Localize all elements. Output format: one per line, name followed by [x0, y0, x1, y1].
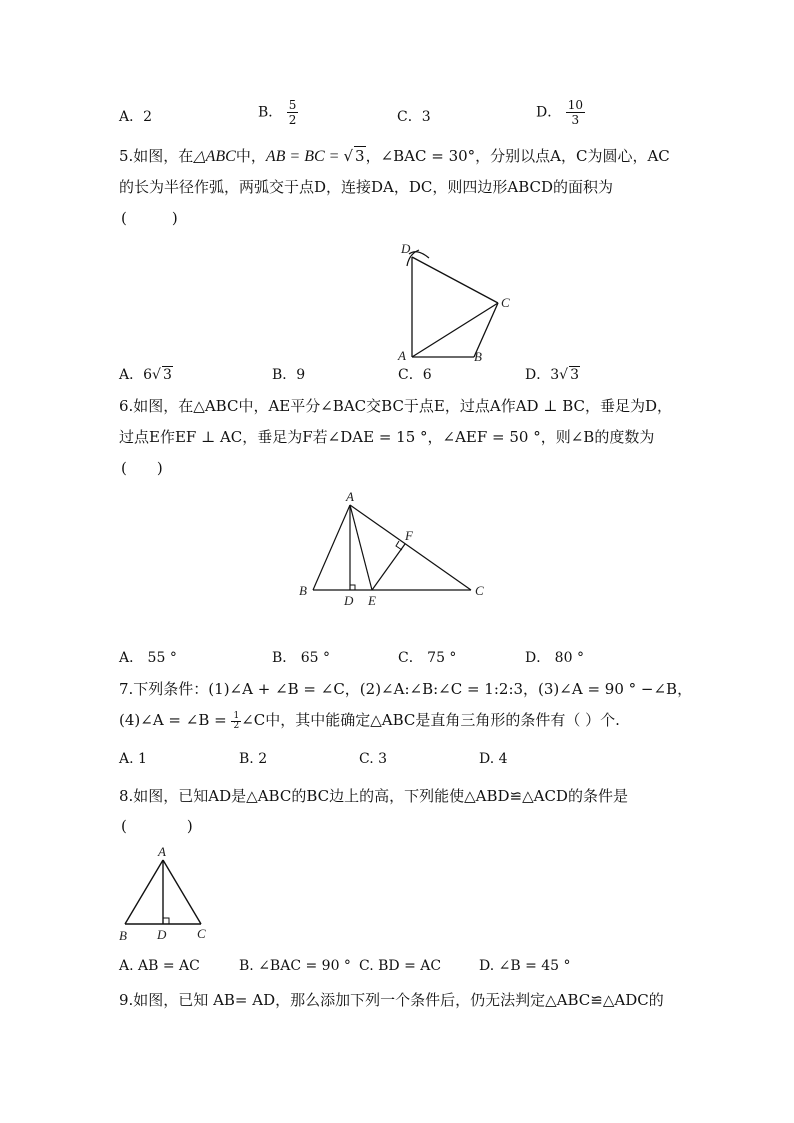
option-label: B． — [258, 104, 283, 121]
label-c: C — [475, 583, 484, 598]
edge-ab — [125, 860, 163, 924]
numerator: 10 — [567, 98, 583, 112]
perp-ef — [372, 544, 405, 590]
label-a: A — [158, 844, 166, 859]
math: △ABC — [193, 148, 236, 165]
q8-figure — [110, 842, 220, 947]
label-d: D — [401, 241, 411, 256]
label-b: B — [299, 583, 307, 598]
label-a: A — [346, 489, 354, 504]
numerator: 1 — [233, 710, 240, 721]
right-angle-mark — [163, 918, 169, 924]
label-a: A — [398, 348, 406, 363]
right-angle-mark — [350, 585, 355, 590]
option-label: C． — [397, 109, 422, 125]
label-f: F — [405, 528, 413, 543]
text: ∠C中，其中能确定△ABC是直角三角形的条件有（ ）个. — [241, 711, 620, 729]
q5-figure — [395, 240, 520, 370]
q6-line-2: 过点E作EF ⊥ AC，垂足为F若∠DAE = 15 °，∠AEF = 50 °，则∠B的度数为 — [119, 428, 655, 446]
label-e: E — [368, 593, 376, 607]
option-label: C． — [398, 367, 423, 383]
q5-option-b — [272, 364, 305, 384]
text: (4)∠A = ∠B = — [119, 711, 232, 729]
q6-option-b: B． 65 ° — [272, 650, 331, 666]
q6-paren: ( ) — [121, 459, 163, 477]
option-label: A． — [119, 109, 144, 125]
q5-option-c — [398, 364, 432, 384]
edge-dc — [412, 257, 498, 303]
q7-line-2 — [119, 709, 620, 731]
option-label: A． — [119, 367, 144, 383]
option-value: 9 — [296, 367, 306, 383]
q6-option-c: C． 75 ° — [398, 650, 457, 666]
edge-ac — [412, 303, 498, 357]
q5-line-2: 的长为半径作弧，两弧交于点D，连接DA，DC，则四边形ABCD的面积为 — [119, 178, 614, 196]
radicand: 3 — [355, 147, 365, 165]
q8-option-b: B. ∠BAC = 90 ° — [239, 958, 351, 974]
q4-option-d — [536, 98, 585, 127]
q8-option-d: D. ∠B = 45 ° — [479, 958, 571, 974]
q5-paren: ( ) — [121, 209, 178, 227]
label-d: D — [344, 593, 354, 607]
fraction — [231, 712, 241, 731]
edge-ac — [163, 860, 201, 924]
q6-option-a: A． 55 ° — [119, 650, 177, 666]
radicand: 3 — [570, 367, 579, 383]
fraction — [287, 98, 299, 127]
q7-option-d: D. 4 — [479, 751, 508, 767]
q6-option-d: D． 80 ° — [525, 650, 584, 666]
q4-option-c — [397, 106, 431, 126]
q7-line-1: 7.下列条件：(1)∠A + ∠B = ∠C，(2)∠A:∠B:∠C = 1:2:3，(3)∠A = 90 ° −∠B， — [119, 680, 693, 698]
text: 5.如图，在 — [119, 147, 194, 165]
text: ，分别以点A，C为圆心，AC — [475, 147, 670, 165]
label-c: C — [197, 926, 206, 941]
option-value: 2 — [143, 109, 153, 125]
q9-line-1: 9.如图，已知 AB= AD，那么添加下列一个条件后，仍无法判定△ABC≌△ADC的 — [119, 991, 664, 1009]
q8-line-1: 8.如图，已知AD是△ABC的BC边上的高，下列能使△ABD≌△ACD的条件是 — [119, 787, 628, 805]
option-label: D． — [525, 367, 551, 383]
coefficient: 3 — [550, 367, 560, 383]
coefficient: 6 — [143, 367, 153, 383]
q6-figure — [295, 487, 495, 607]
edge-ab — [313, 505, 350, 590]
q5-option-d: D．3√ 3 — [525, 367, 579, 383]
numerator: 5 — [288, 98, 297, 112]
label-c: C — [501, 295, 510, 310]
math: ，∠BAC = 30° — [365, 147, 476, 165]
fraction — [566, 98, 585, 127]
label-d: D — [157, 927, 167, 942]
q8-paren: ( ) — [121, 817, 193, 835]
label-b: B — [474, 349, 482, 364]
q7-option-c: C. 3 — [359, 751, 388, 767]
label-b: B — [119, 928, 127, 943]
radicand: 3 — [162, 367, 172, 383]
denominator: 3 — [571, 113, 580, 127]
q8-option-c: C. BD = AC — [359, 958, 442, 974]
q5-line-1: 5.如图，在△ABC中，AB = BC = √ 3，∠BAC = 30°，分别以点A，C为圆心，AC — [119, 147, 670, 165]
q7-option-b: B. 2 — [239, 751, 268, 767]
denominator: 2 — [233, 720, 240, 731]
q8-option-a: A. AB = AC — [119, 958, 200, 974]
q6-line-1: 6.如图，在△ABC中，AE平分∠BAC交BC于点E，过点A作AD ⊥ BC，垂足为D， — [119, 397, 673, 415]
q4-option-a — [119, 106, 152, 126]
q5-option-a: A．6√ 3 — [119, 367, 172, 383]
math: AB = BC = — [265, 148, 344, 165]
option-label: D． — [536, 104, 562, 121]
text: 中， — [235, 147, 266, 165]
q7-option-a: A. 1 — [119, 751, 147, 767]
q4-option-b — [258, 98, 298, 127]
option-value: 3 — [421, 109, 431, 125]
option-label: B． — [272, 367, 297, 383]
denominator: 2 — [288, 113, 297, 127]
option-value: 6 — [422, 367, 432, 383]
